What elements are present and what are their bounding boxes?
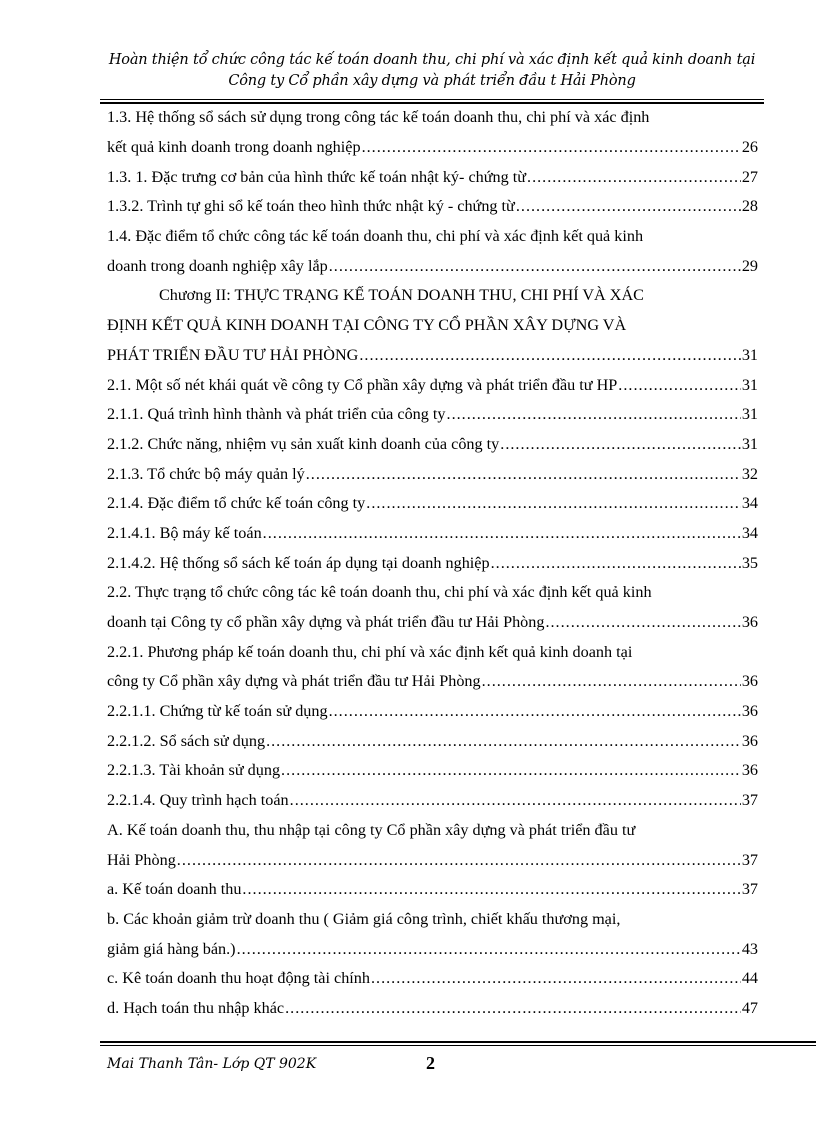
toc-entry-text: 2.1.1. Quá trình hình thành và phát triển của công ty <box>107 405 446 424</box>
toc-dot-leader <box>362 138 741 157</box>
toc-entry <box>107 251 758 281</box>
toc-page-number: 43 <box>741 939 758 958</box>
toc-entry-text: kết quả kinh doanh trong doanh nghiệp <box>107 138 361 157</box>
toc-entry <box>107 697 758 727</box>
toc-entry-text: 2.2.1.4. Quy trình hạch toán <box>107 791 289 810</box>
toc-dot-leader <box>618 376 741 395</box>
toc-entry-text: PHÁT TRIỂN ĐẦU TƯ HẢI PHÒNG <box>107 345 359 364</box>
toc-page-number: 47 <box>741 998 758 1017</box>
toc-dot-leader <box>306 465 741 484</box>
toc-page-number: 31 <box>741 405 758 424</box>
toc-entry <box>107 281 758 311</box>
toc-entry-text: 1.3.2. Trình tự ghi sổ kế toán theo hình thức nhật ký - chứng từ <box>107 197 515 216</box>
toc-entry <box>107 667 758 697</box>
toc-page-number: 36 <box>741 761 758 780</box>
toc-entry-text: c. Kê toán doanh thu hoạt động tài chính <box>107 969 370 988</box>
toc-dot-leader <box>285 999 741 1018</box>
toc-entry <box>107 726 758 756</box>
toc-entry <box>107 994 758 1024</box>
toc-entry-text: b. Các khoản giảm trừ doanh thu ( Giảm giá công trình, chiết khấu thương mại, <box>107 909 621 928</box>
toc-dot-leader <box>237 940 741 959</box>
header-title-line-2: Công ty Cổ phần xây dựng và phát triển đầu t Hải Phòng <box>228 73 636 89</box>
toc-dot-leader <box>329 257 741 276</box>
toc-page-number: 37 <box>741 791 758 810</box>
toc-entry-text: 2.2.1. Phương pháp kế toán doanh thu, chi phí và xác định kết quả kinh doanh tại <box>107 642 633 661</box>
footer-rule <box>100 1045 816 1046</box>
toc-entry <box>107 400 758 430</box>
toc-page-number: 36 <box>741 672 758 691</box>
toc-entry-text: 2.1.2. Chức năng, nhiệm vụ sản xuất kinh doanh của công ty <box>107 434 500 453</box>
toc-entry <box>107 103 758 133</box>
toc-entry-text: 2.1.4.1. Bộ máy kế toán <box>107 523 262 542</box>
toc-page-number: 27 <box>741 167 758 186</box>
toc-entry <box>107 964 758 994</box>
running-header <box>100 50 764 92</box>
toc-entry <box>107 934 758 964</box>
toc-page-number: 35 <box>741 553 758 572</box>
toc-page-number: 31 <box>741 375 758 394</box>
toc-page-number: 31 <box>741 434 758 453</box>
toc-dot-leader <box>516 197 741 216</box>
toc-dot-leader <box>371 969 741 988</box>
toc-entry <box>107 578 758 608</box>
toc-entry-text: 2.1. Một số nét khái quát về công ty Cổ phần xây dựng và phát triển đầu tư HP <box>107 375 618 394</box>
toc-dot-leader <box>366 494 741 513</box>
toc-entry <box>107 845 758 875</box>
toc-dot-leader <box>329 702 741 721</box>
toc-page-number: 36 <box>741 702 758 721</box>
toc-entry <box>107 311 758 341</box>
toc-page-number: 44 <box>741 969 758 988</box>
toc-dot-leader <box>177 851 741 870</box>
header-rule <box>100 99 764 100</box>
toc-page-number: 37 <box>741 850 758 869</box>
toc-entry-text: công ty Cổ phần xây dựng và phát triển đầu tư Hải Phòng <box>107 672 481 691</box>
toc-entry <box>107 430 758 460</box>
toc-dot-leader <box>266 732 741 751</box>
toc-dot-leader <box>482 672 741 691</box>
toc-entry <box>107 370 758 400</box>
toc-page-number: 36 <box>741 731 758 750</box>
toc-entry-text: 2.2.1.3. Tài khoản sử dụng <box>107 761 281 780</box>
toc-page-number: 31 <box>741 345 758 364</box>
toc-entry-text: d. Hạch toán thu nhập khác <box>107 998 285 1017</box>
toc-entry <box>107 222 758 252</box>
toc-entry <box>107 192 758 222</box>
toc-entry <box>107 756 758 786</box>
toc-entry-text: 1.4. Đặc điểm tổ chức công tác kế toán doanh thu, chi phí và xác định kết quả kinh <box>107 227 644 246</box>
toc-entry <box>107 548 758 578</box>
toc-page-number: 34 <box>741 523 758 542</box>
toc-entry <box>107 608 758 638</box>
toc-entry-text: 2.1.3. Tổ chức bộ máy quản lý <box>107 464 305 483</box>
toc-entry-text: ĐỊNH KẾT QUẢ KINH DOANH TẠI CÔNG TY CỔ PHẦN XÂY DỰNG VÀ <box>107 316 627 335</box>
toc-page-number: 29 <box>741 256 758 275</box>
toc-dot-leader <box>447 405 741 424</box>
toc-entry-text: A. Kế toán doanh thu, thu nhập tại công ty Cổ phần xây dựng và phát triển đầu tư <box>107 820 636 839</box>
toc-entry <box>107 459 758 489</box>
toc-entry <box>107 519 758 549</box>
page-number: 2 <box>426 1053 435 1073</box>
toc-page-number: 28 <box>741 197 758 216</box>
toc-entry <box>107 816 758 846</box>
toc-entry-text: 1.3. Hệ thống sổ sách sử dụng trong công tác kế toán doanh thu, chi phí và xác định <box>107 108 650 127</box>
toc-entry <box>107 162 758 192</box>
toc-entry-text: 2.2. Thực trạng tổ chức công tác kê toán doanh thu, chi phí và xác định kết quả kinh <box>107 583 652 602</box>
toc-entry-text: Hải Phòng <box>107 850 176 869</box>
toc-dot-leader <box>263 524 741 543</box>
toc-entry <box>107 133 758 163</box>
toc-dot-leader <box>527 168 741 187</box>
toc-dot-leader <box>359 346 740 365</box>
toc-entry-text: a. Kế toán doanh thu <box>107 880 242 899</box>
toc-entry-text: doanh tại Công ty cổ phần xây dựng và phát triển đầu tư Hải Phòng <box>107 613 545 632</box>
toc-dot-leader <box>545 613 740 632</box>
footer-rule-thick <box>100 1041 816 1043</box>
toc-dot-leader <box>281 761 741 780</box>
toc-entry <box>107 341 758 371</box>
toc-page-number: 32 <box>741 464 758 483</box>
toc-page-number: 36 <box>741 613 758 632</box>
toc-entry <box>107 637 758 667</box>
toc-page-number: 34 <box>741 494 758 513</box>
toc-entry <box>107 875 758 905</box>
toc-entry-text: Chương II: THỰC TRẠNG KẾ TOÁN DOANH THU, CHI PHÍ VÀ XÁC <box>159 286 644 305</box>
toc-entry-text: giảm giá hàng bán.) <box>107 939 236 958</box>
toc-entry-text: 1.3. 1. Đặc trưng cơ bản của hình thức kế toán nhật ký- chứng từ <box>107 167 527 186</box>
header-title-line-1: Hoàn thiện tổ chức công tác kế toán doanh thu, chi phí và xác định kết quả kinh doanh tại <box>108 52 756 68</box>
footer-author: Mai Thanh Tân- Lớp QT 902K <box>107 1056 317 1072</box>
toc-entry <box>107 489 758 519</box>
table-of-contents <box>107 103 758 1023</box>
toc-entry-text: 2.1.4.2. Hệ thống sổ sách kế toán áp dụng tại doanh nghiệp <box>107 553 490 572</box>
toc-entry-text: doanh trong doanh nghiệp xây lắp <box>107 256 328 275</box>
toc-entry-text: 2.2.1.2. Sổ sách sử dụng <box>107 731 266 750</box>
toc-entry-text: 2.1.4. Đặc điểm tổ chức kế toán công ty <box>107 494 366 513</box>
toc-entry <box>107 905 758 935</box>
toc-dot-leader <box>242 880 740 899</box>
toc-page-number: 37 <box>741 880 758 899</box>
toc-page-number: 26 <box>741 138 758 157</box>
toc-entry <box>107 786 758 816</box>
toc-entry-text: 2.2.1.1. Chứng từ kế toán sử dụng <box>107 702 328 721</box>
toc-dot-leader <box>290 791 741 810</box>
toc-dot-leader <box>500 435 741 454</box>
toc-dot-leader <box>491 554 741 573</box>
